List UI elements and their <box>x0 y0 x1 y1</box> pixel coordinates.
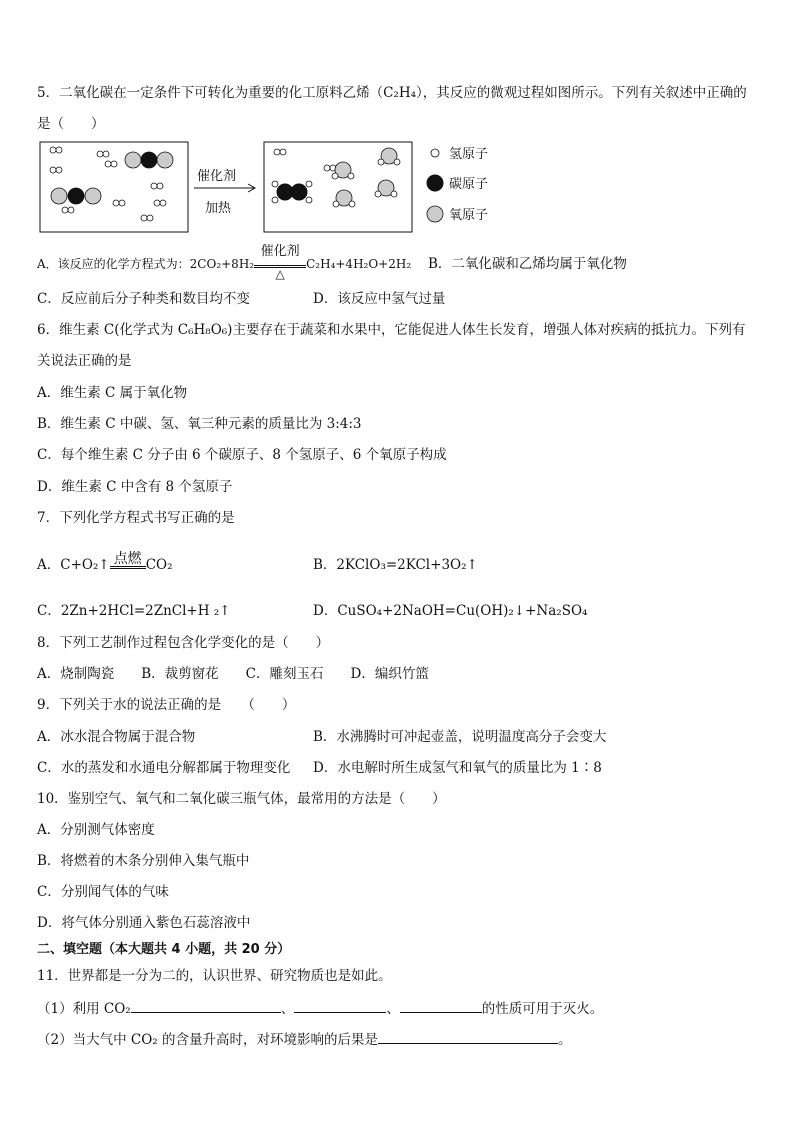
section-2-title: 二、填空题（本大题共 4 小题，共 20 分） <box>37 942 291 957</box>
q7-option-c: C．2Zn+2HCl=2ZnCl+H ₂↑ <box>37 603 231 619</box>
q9-option-b: B．水沸腾时可冲起壶盖，说明温度高分子会变大 <box>313 729 607 745</box>
q11-part2-prefix: （2）当大气中 CO₂ 的含量升高时，对环境影响的后果是 <box>37 1032 378 1048</box>
q11-part1-sep2: 、 <box>386 1001 400 1017</box>
hydrogen-legend-icon <box>431 149 439 157</box>
q11-blank-4[interactable] <box>378 1030 558 1044</box>
q8-options: A．烧制陶瓷 B．裁剪窗花 C．雕刻玉石 D．编织竹篮 <box>37 666 429 682</box>
q9-option-d: D．水电解时所生成氢气和氧气的质量比为 1∶8 <box>313 760 602 776</box>
q6-stem-line2: 关说法正确的是 <box>37 353 132 369</box>
q11-part1-prefix: （1）利用 CO₂ <box>37 1001 131 1017</box>
q7-option-a-prefix: A．C+O₂↑ <box>37 557 110 573</box>
co2-molecule <box>51 188 101 204</box>
q5-option-b: B．二氧化碳和乙烯均属于氧化物 <box>428 256 627 272</box>
q10-stem: 10．鉴别空气、氧气和二氧化碳三瓶气体，最常用的方法是（ ） <box>37 791 446 807</box>
q11-stem: 11．世界都是一分为二的，认识世界、研究物质也是如此。 <box>37 968 392 984</box>
carbon-legend-icon <box>427 175 443 191</box>
q11-part1-suffix: 的性质可用于灭火。 <box>481 1001 604 1017</box>
q5-option-a <box>37 243 412 281</box>
reaction-diagram <box>37 140 507 236</box>
co2-molecule <box>125 152 173 168</box>
q5-condition-bottom: △ <box>275 267 285 281</box>
q9-option-c: C．水的蒸发和水通电分解都属于物理变化 <box>37 760 291 776</box>
q5-stem-line2: 是（ ） <box>37 116 105 132</box>
q7-condition: 点燃 <box>113 550 142 566</box>
legend-hydrogen: 氢原子 <box>449 146 489 161</box>
q5-condition-top: 催化剂 <box>260 243 300 258</box>
q6-option-c: C．每个维生素 C 分子由 6 个碳原子、8 个氢原子、6 个氧原子构成 <box>37 447 447 463</box>
q11-blank-3[interactable] <box>400 999 482 1013</box>
q11-blank-2[interactable] <box>294 999 386 1013</box>
q6-option-b: B．维生素 C 中碳、氢、氧三种元素的质量比为 3:4:3 <box>37 416 362 432</box>
q10-option-a: A．分别测气体密度 <box>37 822 155 838</box>
q9-option-a: A．冰水混合物属于混合物 <box>37 729 196 745</box>
legend-oxygen: 氧原子 <box>449 207 489 222</box>
q7-stem: 7．下列化学方程式书写正确的是 <box>37 510 235 526</box>
q9-stem: 9．下列关于水的说法正确的是 （ ） <box>37 697 296 713</box>
q10-option-c: C．分别闻气体的气味 <box>37 884 169 900</box>
q11-part1-sep1: 、 <box>280 1001 295 1017</box>
q6-stem-line1: 6．维生素 C(化学式为 C₆H₈O₆)主要存在于蔬菜和水果中，它能促进人体生长发育，增强人体对疾病的抵抗力。下列有 <box>37 322 746 338</box>
q7-equation-condition <box>110 550 146 569</box>
q10-option-d: D．将气体分别通入紫色石蕊溶液中 <box>37 915 251 931</box>
q5-equation-condition <box>254 243 306 281</box>
q6-option-a: A．维生素 C 属于氧化物 <box>37 385 188 401</box>
q8-stem: 8．下列工艺制作过程包含化学变化的是（ ） <box>37 635 330 651</box>
reaction-diagram-svg <box>37 140 507 236</box>
q7-option-a-suffix: CO₂ <box>145 557 173 573</box>
q7-option-a <box>37 550 173 574</box>
arrow-condition-bottom: 加热 <box>205 200 232 215</box>
q7-option-d: D．CuSO₄+2NaOH=Cu(OH)₂↓+Na₂SO₄ <box>313 603 588 619</box>
q5-option-d: D．该反应中氢气过量 <box>313 291 446 307</box>
q11-part1 <box>37 999 603 1018</box>
q5-option-c: C．反应前后分子种类和数目均不变 <box>37 291 250 307</box>
q11-part2-suffix: 。 <box>557 1032 572 1048</box>
q11-part2 <box>37 1030 571 1049</box>
legend-carbon: 碳原子 <box>449 176 489 191</box>
arrow-condition-top: 催化剂 <box>197 168 237 183</box>
q7-option-b: B．2KClO₃=2KCl+3O₂↑ <box>313 557 478 573</box>
q5-option-a-prefix: A．该反应的化学方程式为：2CO₂+8H₂ <box>37 257 255 271</box>
q11-blank-1[interactable] <box>131 999 281 1013</box>
oxygen-legend-icon <box>427 206 443 222</box>
q5-stem-line1: 5．二氧化碳在一定条件下可转化为重要的化工原料乙烯（C₂H₄），其反应的微观过程如图所示。下列有关叙述中正确的 <box>37 85 747 101</box>
q10-option-b: B．将燃着的木条分别伸入集气瓶中 <box>37 853 250 869</box>
q5-option-a-suffix: C₂H₄+4H₂O+2H₂ <box>306 257 412 271</box>
q6-option-d: D．维生素 C 中含有 8 个氢原子 <box>37 479 233 495</box>
